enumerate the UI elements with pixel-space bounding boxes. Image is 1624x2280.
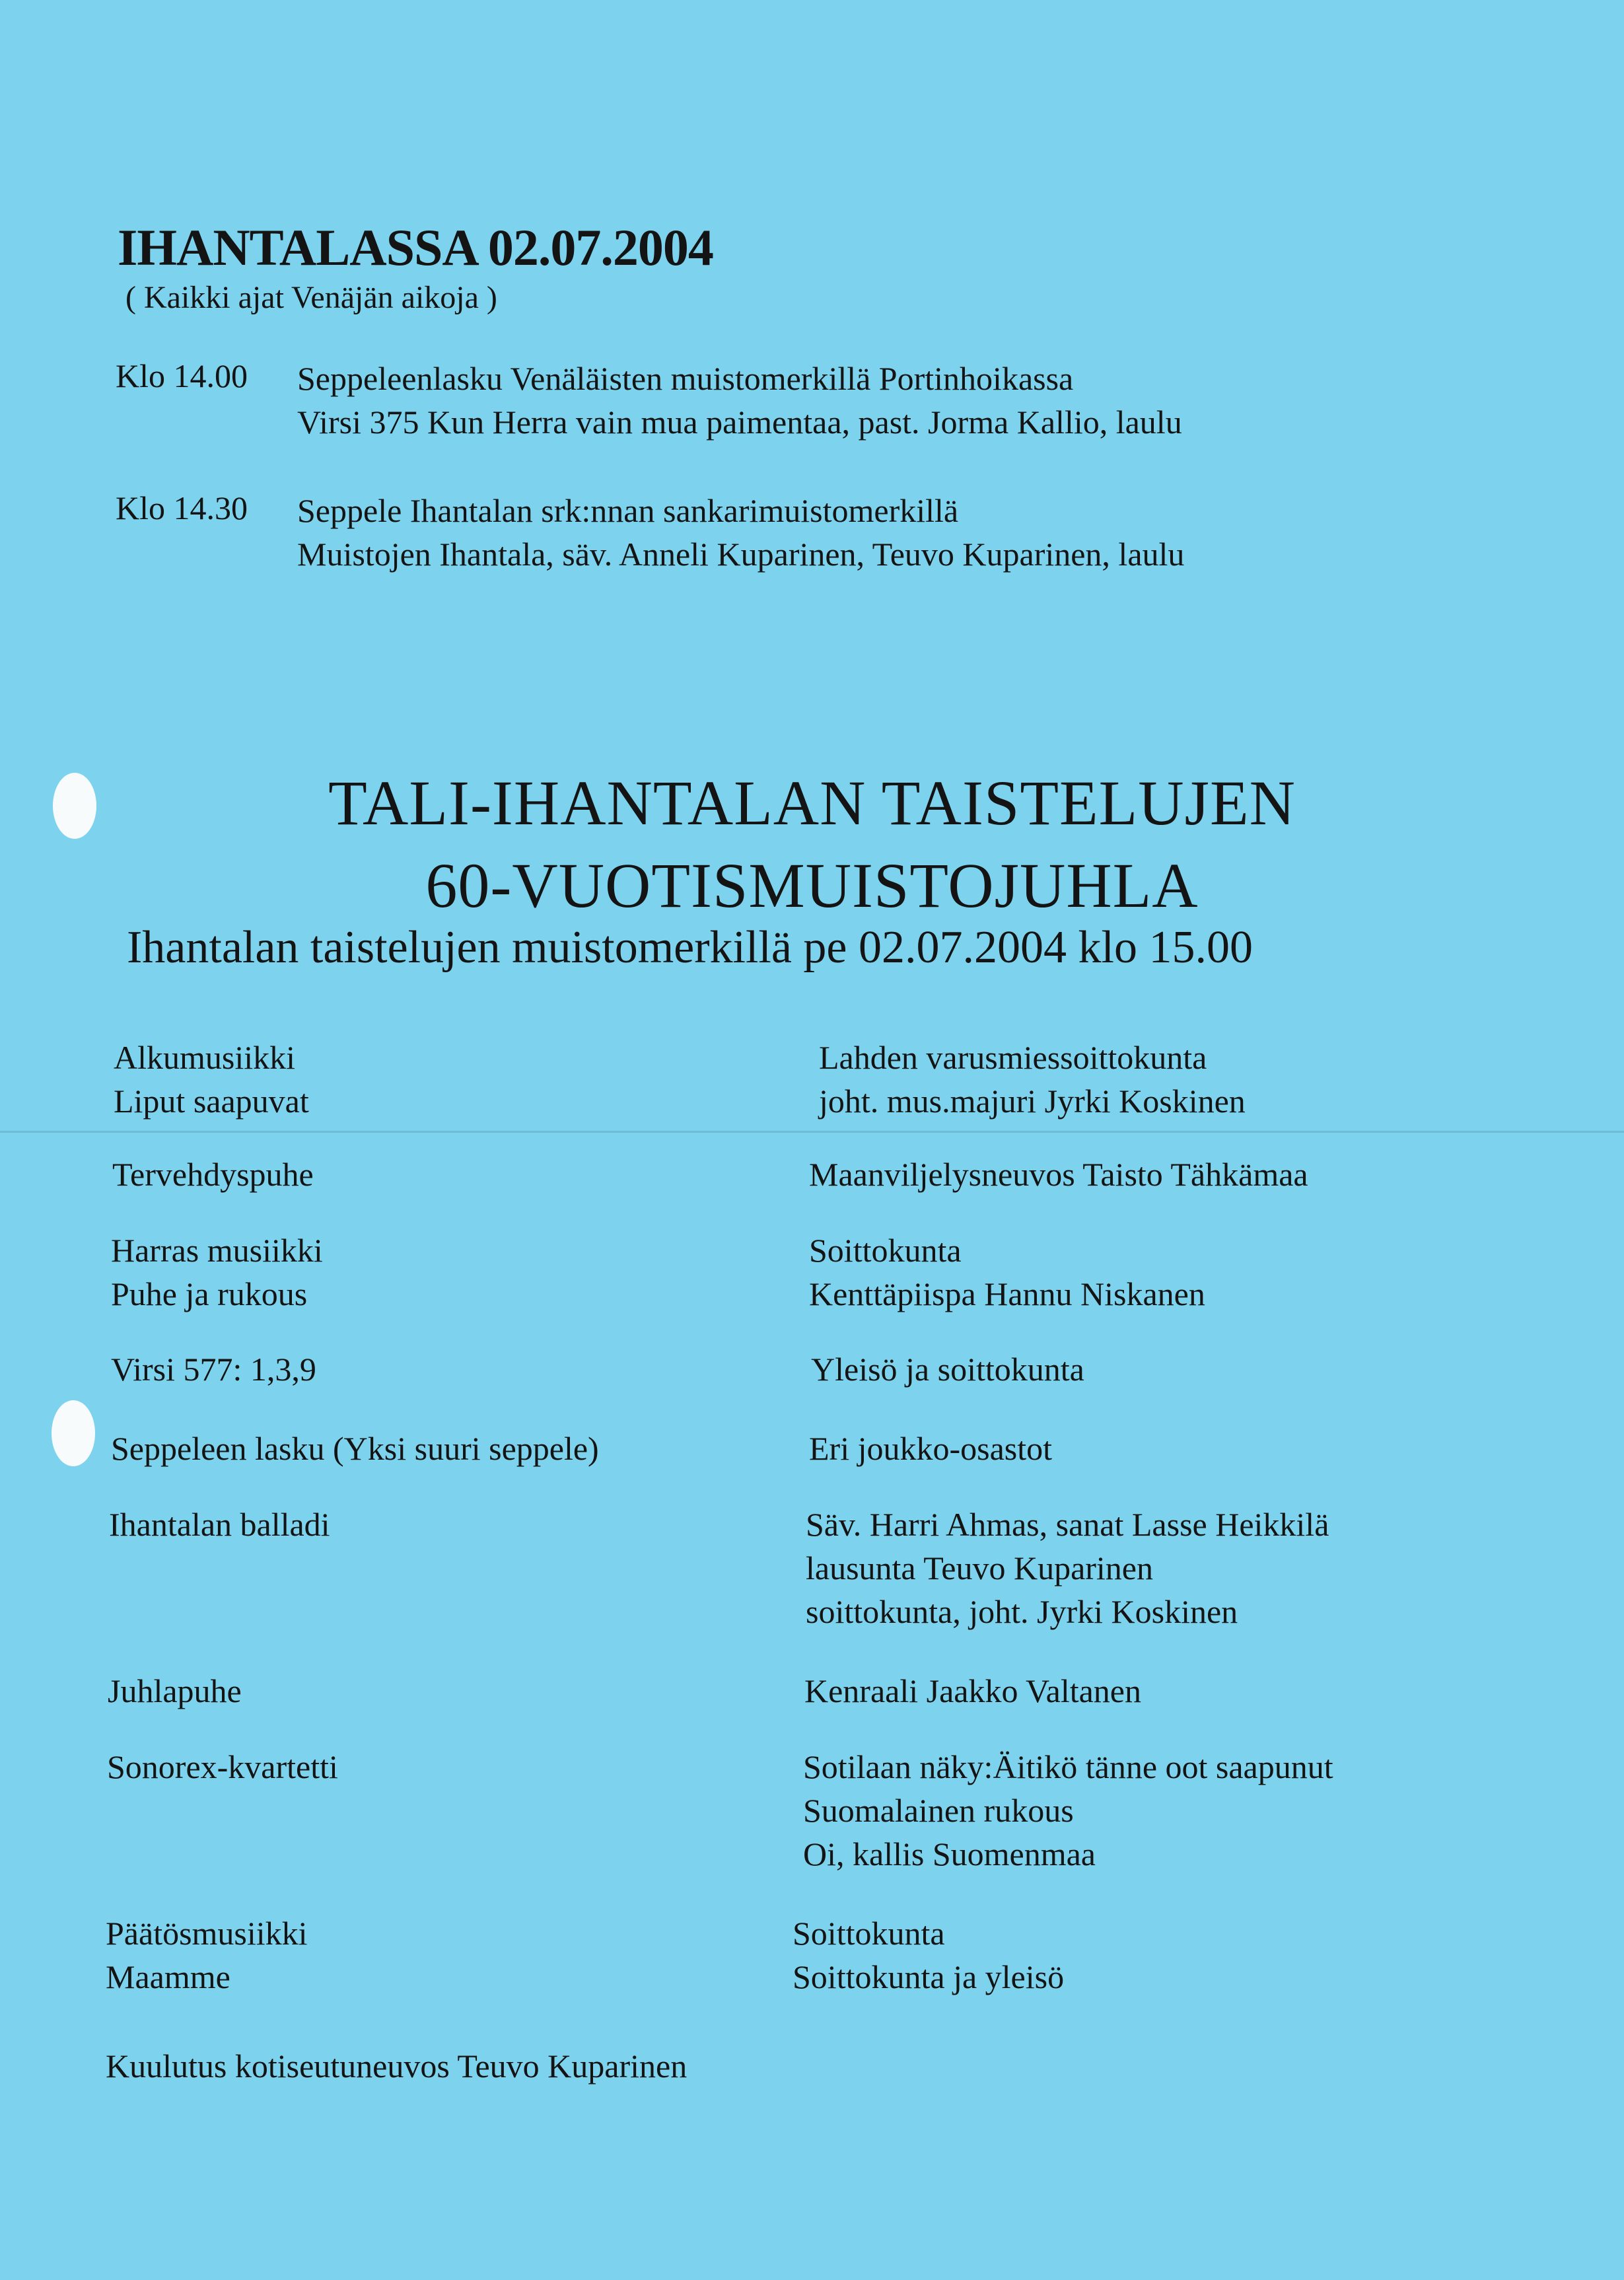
program-item-label: Juhlapuhe	[108, 1672, 242, 1709]
program-performer-line: Oi, kallis Suomenmaa	[803, 1835, 1096, 1872]
program-performer	[793, 1911, 1064, 1999]
program-item-label: Puhe ja rukous	[111, 1275, 308, 1312]
program-performer-line: Lahden varusmiessoittokunta	[819, 1039, 1207, 1076]
program-item-label: Virsi 577: 1,3,9	[111, 1351, 316, 1388]
program-item	[106, 1911, 308, 1999]
program-performer	[804, 1669, 1141, 1713]
program-item	[114, 1036, 309, 1123]
program-item	[111, 1427, 599, 1470]
program-performer-line: Soittokunta ja yleisö	[793, 1958, 1065, 1995]
program-performer-line: Eri joukko-osastot	[809, 1430, 1053, 1467]
program-item-label: Päätösmusiikki	[106, 1915, 308, 1952]
program-performer	[811, 1347, 1084, 1391]
program-performer-line: Soittokunta	[793, 1915, 945, 1952]
program-item	[111, 1229, 323, 1316]
punch-hole	[52, 1400, 95, 1466]
program-performer	[819, 1036, 1246, 1123]
program-performer-line: Soittokunta	[809, 1232, 962, 1269]
main-title-line-1: TALI-IHANTALAN TAISTELUJEN	[328, 767, 1296, 838]
program-item	[109, 1503, 330, 1546]
program-performer-line: Sotilaan näky:Äitikö tänne oot saapunut	[803, 1748, 1333, 1785]
schedule-line: Seppeleenlasku Venäläisten muistomerkillä Portinhoikassa	[297, 360, 1074, 397]
program-performer	[809, 1229, 1205, 1316]
program-performer	[806, 1503, 1329, 1633]
program-performer-line: Säv. Harri Ahmas, sanat Lasse Heikkilä	[806, 1506, 1329, 1543]
program-performer-line: Kenttäpiispa Hannu Niskanen	[809, 1275, 1205, 1312]
program-item-label: Seppeleen lasku (Yksi suuri seppele)	[111, 1430, 599, 1467]
program-performer-line: joht. mus.majuri Jyrki Koskinen	[819, 1083, 1246, 1120]
program-item	[112, 1153, 314, 1196]
schedule-line: Muistojen Ihantala, säv. Anneli Kuparinen, Teuvo Kuparinen, laulu	[297, 536, 1185, 573]
event-subtitle: Ihantalan taistelujen muistomerkillä pe 02.07.2004 klo 15.00	[127, 922, 1253, 973]
program-performer-line: lausunta Teuvo Kuparinen	[806, 1550, 1154, 1586]
program-item-label: Sonorex-kvartetti	[107, 1748, 338, 1785]
schedule-time: Klo 14.00	[116, 357, 248, 394]
page-title: IHANTALASSA 02.07.2004	[118, 219, 713, 276]
paper-fold	[0, 1131, 1624, 1133]
program-item-label: Maamme	[106, 1958, 230, 1995]
program-item-label: Ihantalan balladi	[109, 1506, 330, 1543]
program-performer-line: Kenraali Jaakko Valtanen	[804, 1672, 1141, 1709]
program-item	[108, 1669, 242, 1713]
program-performer	[809, 1153, 1308, 1196]
program-item-label: Harras musiikki	[111, 1232, 323, 1269]
main-title-line-2: 60-VUOTISMUISTOJUHLA	[425, 850, 1199, 921]
program-performer-line: Yleisö ja soittokunta	[811, 1351, 1084, 1388]
schedule-line: Seppele Ihantalan srk:nnan sankarimuistomerkillä	[297, 492, 959, 529]
program-performer-line: soittokunta, joht. Jyrki Koskinen	[806, 1593, 1238, 1630]
program-item	[111, 1347, 316, 1391]
schedule-description	[297, 489, 1184, 576]
program-item-label: Alkumusiikki	[114, 1039, 296, 1076]
schedule-description	[297, 357, 1182, 444]
program-item-label: Tervehdyspuhe	[112, 1156, 314, 1193]
program-performer-line: Suomalainen rukous	[803, 1792, 1074, 1829]
schedule-line: Virsi 375 Kun Herra vain mua paimentaa, past. Jorma Kallio, laulu	[297, 404, 1182, 441]
program-performer	[809, 1427, 1052, 1470]
program-item-label: Liput saapuvat	[114, 1083, 309, 1120]
footer-text: Kuulutus kotiseutuneuvos Teuvo Kuparinen	[106, 2048, 688, 2084]
announcer-credit	[106, 2044, 687, 2088]
program-performer-line: Maanviljelysneuvos Taisto Tähkämaa	[809, 1156, 1308, 1193]
schedule-time: Klo 14.30	[116, 489, 248, 526]
program-item	[107, 1745, 338, 1789]
program-performer	[803, 1745, 1333, 1876]
time-note: ( Kaikki ajat Venäjän aikoja )	[125, 280, 497, 315]
